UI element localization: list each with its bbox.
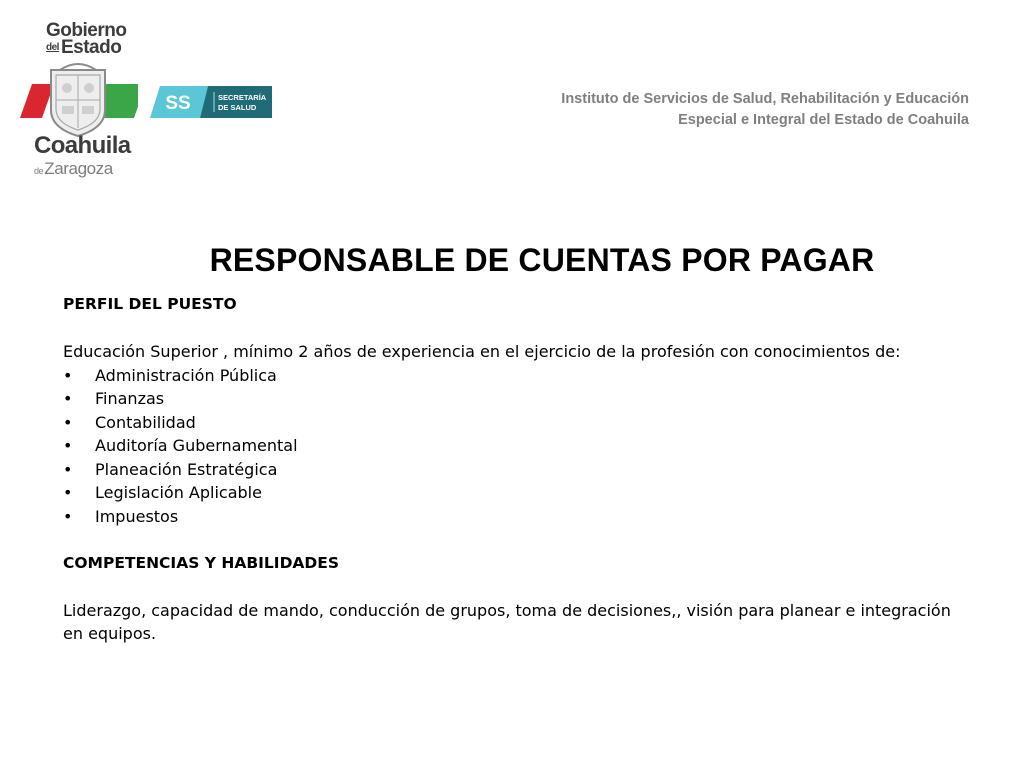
bullet-icon: • <box>63 412 73 432</box>
list-item: • Legislación Aplicable <box>63 481 963 505</box>
bullet-icon: • <box>63 389 73 408</box>
bullet-icon: • <box>63 506 73 526</box>
list-item: • Contabilidad <box>63 411 963 435</box>
list-item: • Auditoría Gubernamental <box>63 434 963 458</box>
competencies-text: Liderazgo, capacidad de mando, conducción de grupos, toma de decisiones,, visión para planear e integración en equipos. <box>63 600 951 643</box>
del-label: del <box>46 42 59 54</box>
coahuila-wordmark: Coahuila <box>34 132 131 159</box>
list-item: • Administración Pública <box>63 364 963 388</box>
bullet-icon: • <box>63 436 73 455</box>
zaragoza-wordmark <box>34 160 113 177</box>
coat-of-arms-icon <box>18 62 138 142</box>
page-title: RESPONSABLE DE CUENTAS POR PAGAR <box>209 242 875 278</box>
institute-line-1: Instituto de Servicios de Salud, Rehabilitación y Educación <box>561 91 969 107</box>
competencies-heading: COMPETENCIAS Y HABILIDADES <box>63 553 340 572</box>
list-item: • Finanzas <box>63 387 963 411</box>
estado-label: Estado <box>60 37 122 59</box>
knowledge-list <box>63 364 963 529</box>
list-item: • Planeación Estratégica <box>63 458 963 482</box>
profile-intro: Educación Superior , mínimo 2 años de experiencia en el ejercicio de la profesión con conocimientos de: <box>63 342 901 361</box>
institute-line-2: Especial e Integral del Estado de Coahuila <box>678 112 969 128</box>
bullet-icon: • <box>63 365 73 385</box>
zaragoza-label: Zaragoza <box>44 159 113 178</box>
gobierno-label: Gobierno <box>46 20 127 41</box>
job-description <box>63 293 963 646</box>
de-label: de <box>34 166 44 176</box>
secretaria-label: SECRETARÍA <box>218 93 267 102</box>
secretaria-de-salud-logo <box>148 84 274 120</box>
bullet-icon: • <box>63 483 73 502</box>
bullet-icon: • <box>63 459 73 479</box>
institute-name <box>561 89 969 131</box>
ss-badge-label: SS <box>165 93 191 114</box>
gobierno-del-estado-wordmark <box>46 22 126 57</box>
profile-heading: PERFIL DEL PUESTO <box>63 295 237 313</box>
de-salud-label: DE SALUD <box>218 103 257 112</box>
government-logo <box>18 18 278 183</box>
list-item: • Impuestos <box>63 505 963 529</box>
